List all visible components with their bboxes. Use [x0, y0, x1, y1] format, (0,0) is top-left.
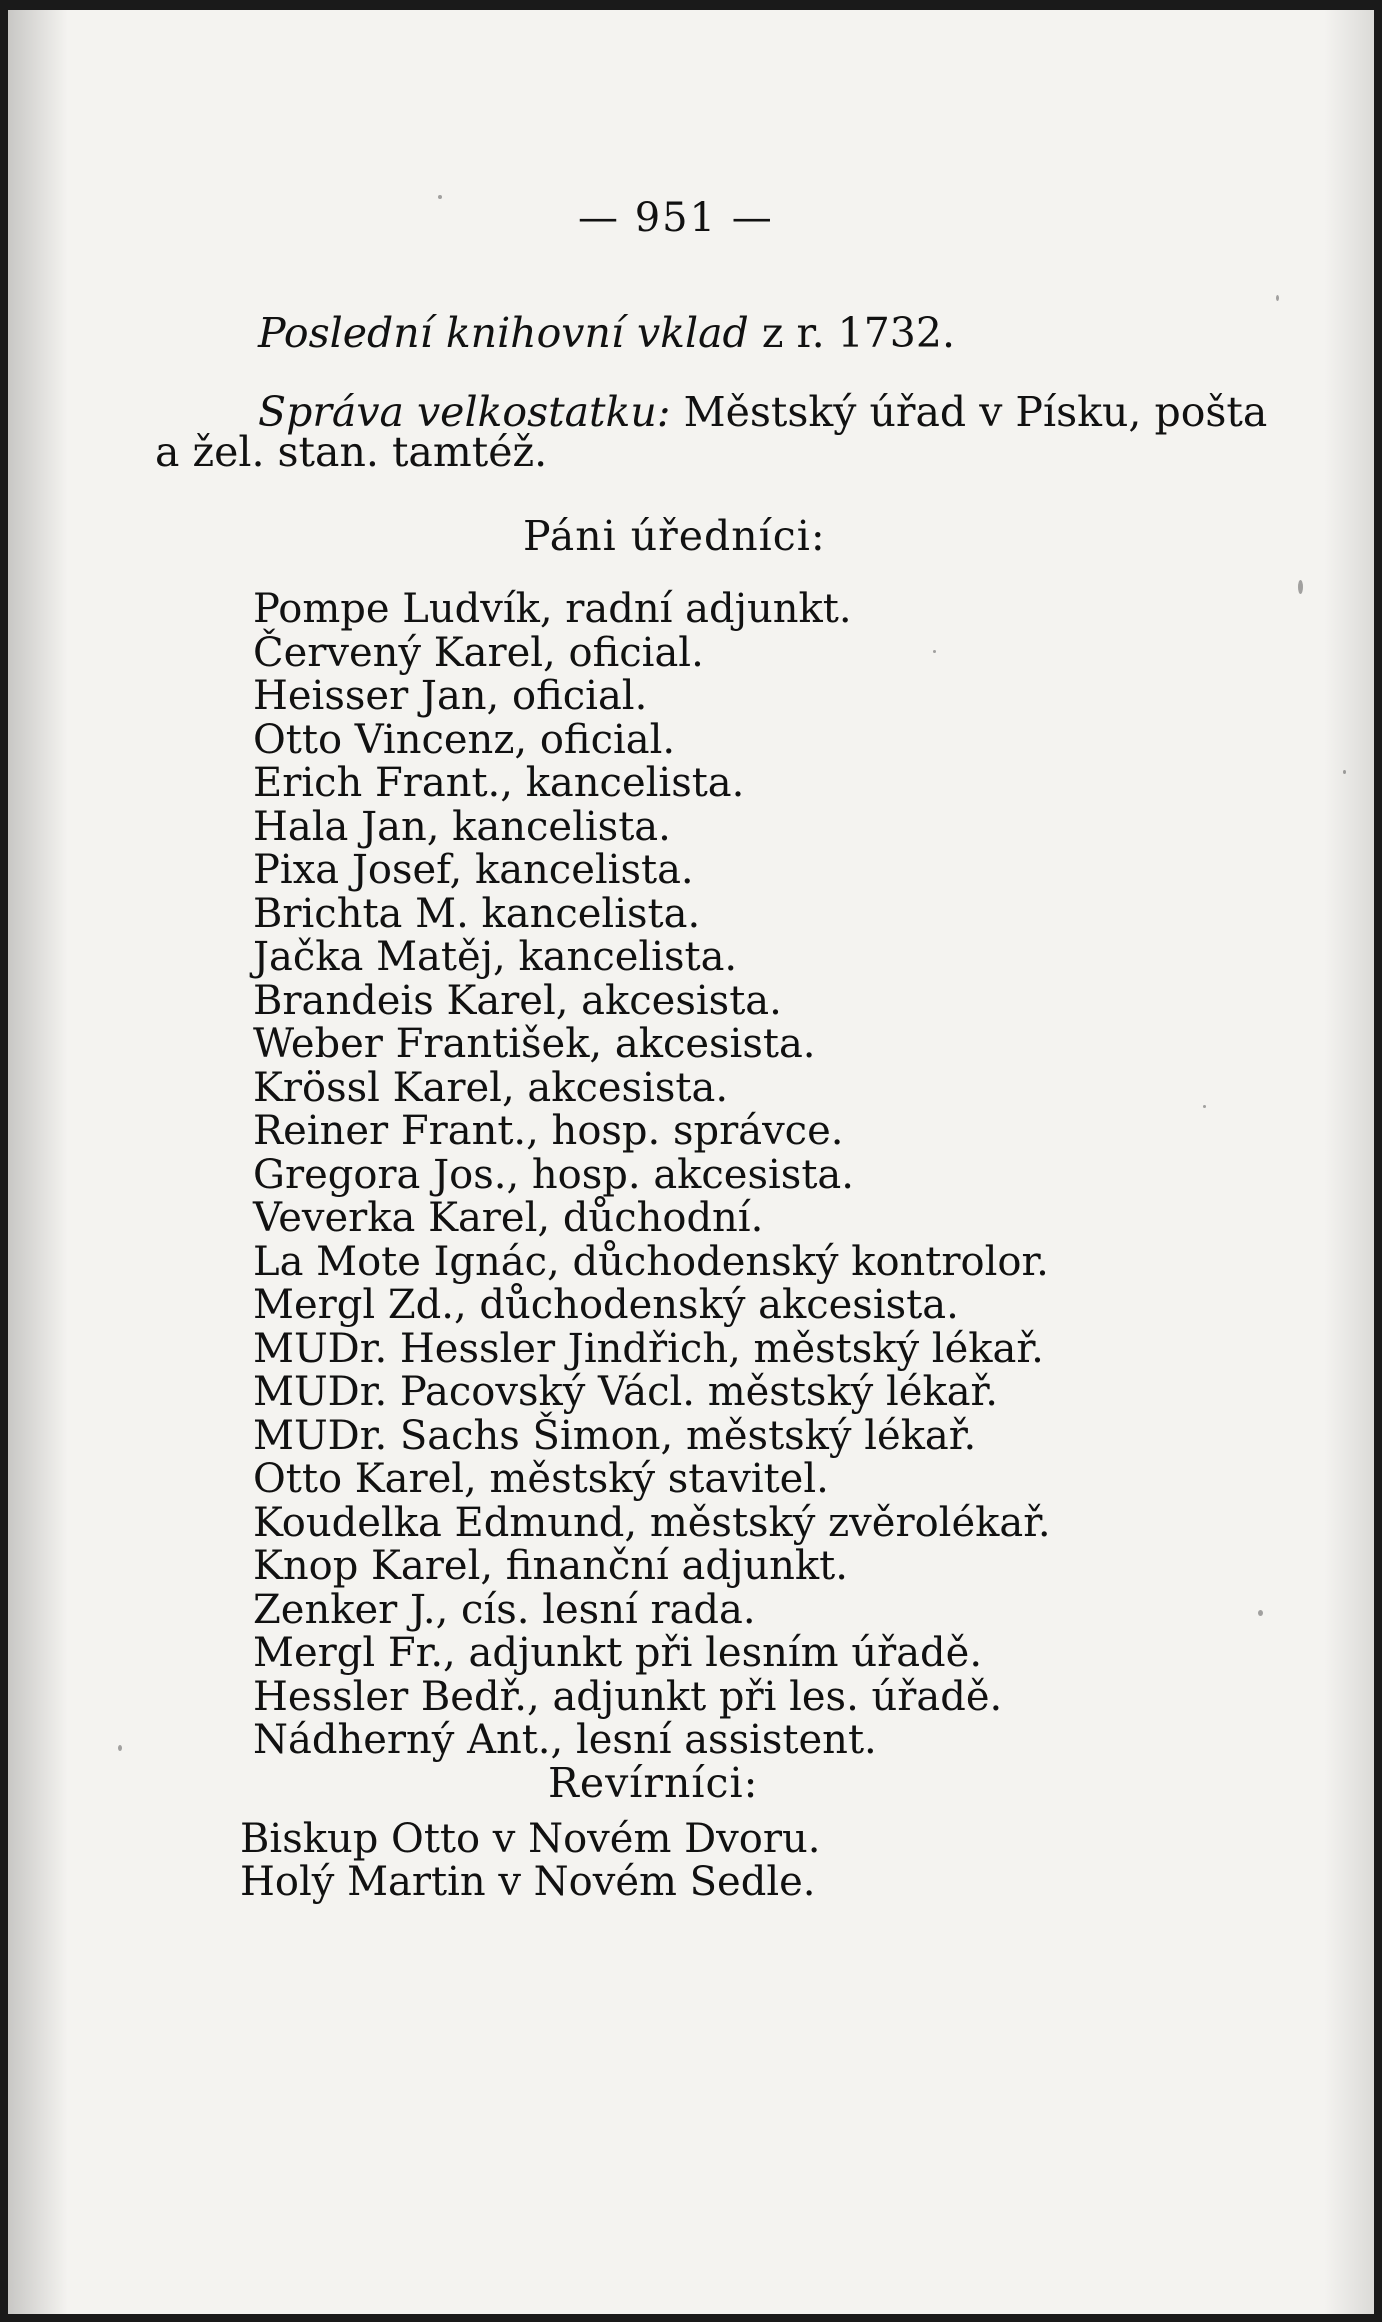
list-item: Veverka Karel, důchodní. — [253, 1195, 764, 1241]
administration-label: Správa velkostatku: — [258, 388, 671, 436]
list-item: MUDr. Sachs Šimon, městský lékař. — [253, 1412, 977, 1459]
paper-speck — [1298, 580, 1303, 594]
administration-line — [258, 388, 1268, 436]
officials-list — [253, 588, 1051, 1763]
list-item: Erich Frant., kancelista. — [253, 760, 745, 806]
paper-speck — [1203, 1105, 1206, 1108]
paper-speck — [1258, 1610, 1263, 1616]
list-item: Krössl Karel, akcesista. — [253, 1064, 729, 1111]
last-record-label: Poslední knihovní vklad — [258, 309, 749, 357]
list-item: Jačka Matěj, kancelista. — [253, 934, 738, 980]
list-item: Brandeis Karel, akcesista. — [253, 977, 782, 1024]
list-item: Reiner Frant., hosp. správce. — [253, 1108, 844, 1154]
list-item: Heisser Jan, oficial. — [253, 673, 648, 719]
list-item: Pompe Ludvík, radní adjunkt. — [253, 586, 852, 632]
paper-speck — [1343, 770, 1346, 774]
foresters-heading: Revírníci: — [548, 1759, 759, 1807]
administration-value: Městský úřad v Písku, pošta — [670, 388, 1268, 436]
list-item: Otto Karel, městský stavitel. — [253, 1456, 829, 1502]
page-number: — 951 — — [578, 195, 774, 241]
list-item: La Mote Ignác, důchodenský kontrolor. — [253, 1238, 1049, 1285]
list-item: MUDr. Pacovský Václ. městský lékař. — [253, 1369, 998, 1415]
list-item: Mergl Fr., adjunkt při lesním úřadě. — [253, 1630, 983, 1676]
list-item: Nádherný Ant., lesní assistent. — [253, 1717, 877, 1763]
list-item: Holý Martin v Novém Sedle. — [240, 1859, 816, 1905]
list-item: Knop Karel, finanční adjunkt. — [253, 1543, 848, 1589]
list-item: Mergl Zd., důchodenský akcesista. — [253, 1282, 959, 1328]
list-item: Brichta M. kancelista. — [253, 890, 701, 937]
list-item: Gregora Jos., hosp. akcesista. — [253, 1151, 854, 1198]
paper-speck — [1276, 295, 1279, 301]
list-item: MUDr. Hessler Jindřich, městský lékař. — [253, 1325, 1044, 1372]
paper-speck — [438, 195, 442, 199]
paper-speck — [118, 1745, 122, 1751]
list-item: Hala Jan, kancelista. — [253, 803, 671, 850]
list-item: Červený Karel, oficial. — [253, 629, 704, 676]
paper-speck — [933, 650, 936, 653]
list-item: Koudelka Edmund, městský zvěrolékař. — [253, 1499, 1051, 1546]
list-item: Biskup Otto v Novém Dvoru. — [240, 1816, 821, 1862]
list-item: Weber František, akcesista. — [253, 1021, 816, 1067]
last-record-value: z r. 1732. — [748, 309, 956, 357]
officials-heading: Páni úředníci: — [523, 512, 826, 560]
list-item: Pixa Josef, kancelista. — [253, 847, 694, 893]
book-page — [8, 10, 1374, 2314]
foresters-list — [240, 1818, 820, 1904]
list-item: Hessler Bedř., adjunkt při les. úřadě. — [253, 1673, 1003, 1720]
list-item: Otto Vincenz, oficial. — [253, 716, 676, 763]
administration-line-continued: a žel. stan. tamtéž. — [155, 428, 548, 476]
last-record-line — [258, 309, 956, 357]
list-item: Zenker J., cís. lesní rada. — [253, 1586, 756, 1633]
